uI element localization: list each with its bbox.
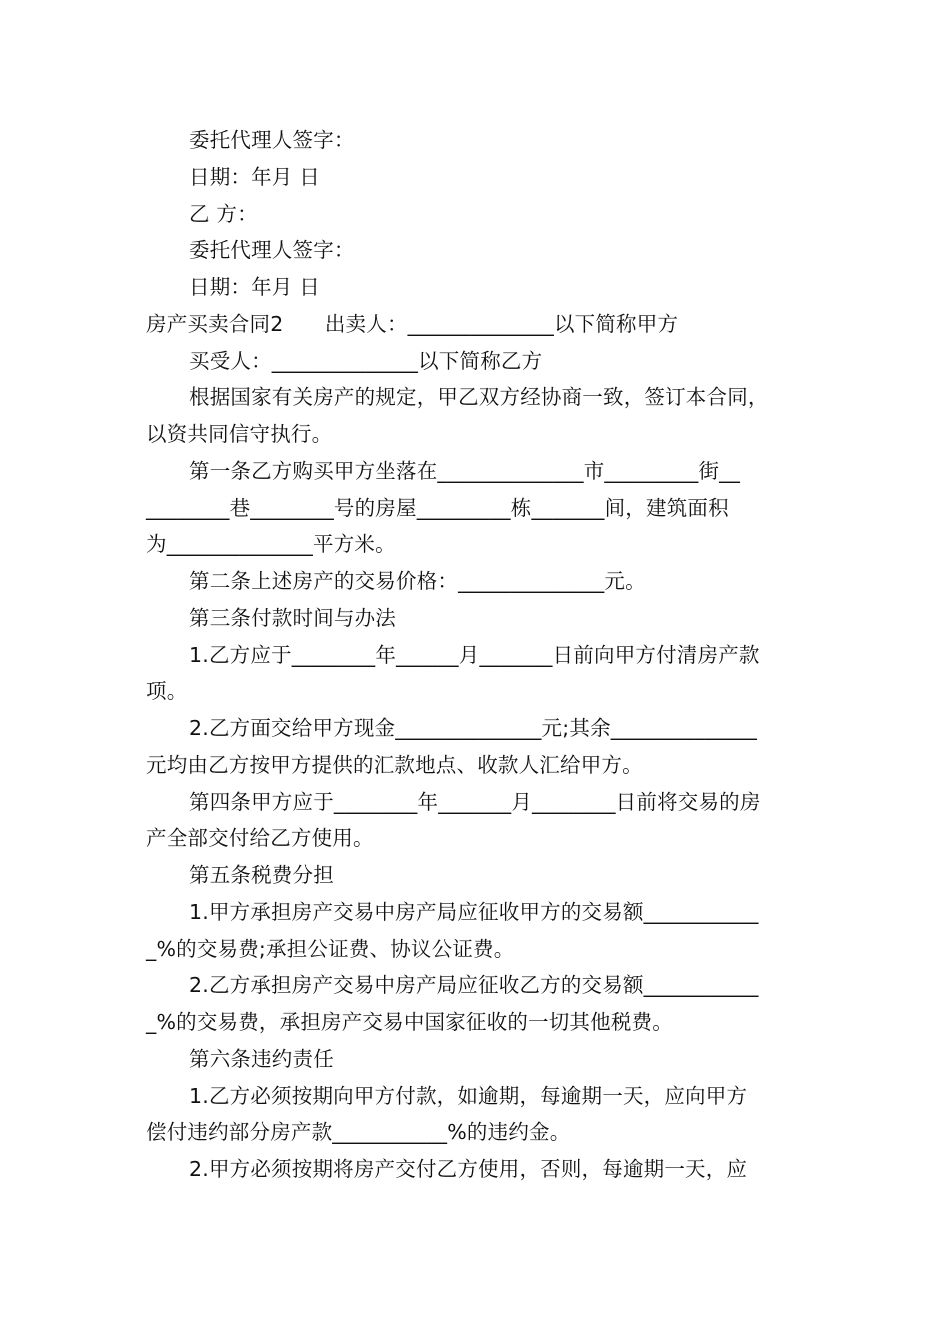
text-line: 日期：年月 日 (189, 275, 320, 299)
text-line: 1.乙方应于________年______月_______日前向甲方付清房产款 (189, 643, 760, 667)
text-line: 元均由乙方按甲方提供的汇款地点、收款人汇给甲方。 (146, 753, 643, 777)
text-line: 项。 (146, 679, 188, 703)
text-line: 房产买卖合同2 出卖人：______________以下简称甲方 (146, 312, 679, 336)
text-line: 委托代理人签字： (189, 238, 355, 262)
text-line: 2.乙方承担房产交易中房产局应征收乙方的交易额___________ (189, 973, 759, 997)
text-line: 委托代理人签字： (189, 128, 355, 152)
text-line: _%的交易费，承担房产交易中国家征收的一切其他税费。 (146, 1010, 673, 1034)
text-line: 日期：年月 日 (189, 165, 320, 189)
text-line: 第四条甲方应于________年_______月________日前将交易的房 (189, 790, 761, 814)
text-line: 偿付违约部分房产款___________%的违约金。 (146, 1120, 571, 1144)
text-line: ________巷________号的房屋_________栋_______间，建筑面积 (146, 496, 729, 520)
text-line: 1.乙方必须按期向甲方付款，如逾期，每逾期一天，应向甲方 (189, 1084, 748, 1108)
text-line: 产全部交付给乙方使用。 (146, 826, 374, 850)
text-line: 第六条违约责任 (189, 1047, 334, 1071)
text-line: 第五条税费分担 (189, 863, 334, 887)
text-line: 根据国家有关房产的规定，甲乙双方经协商一致，签订本合同， (189, 385, 769, 409)
text-line: 以资共同信守执行。 (146, 422, 333, 446)
text-line: 第一条乙方购买甲方坐落在______________市_________街__ (189, 459, 741, 483)
text-line: 第二条上述房产的交易价格：______________元。 (189, 569, 646, 593)
text-line: _%的交易费;承担公证费、协议公证费。 (146, 937, 515, 961)
text-line: 2.乙方面交给甲方现金______________元;其余______________ (189, 716, 758, 740)
text-line: 买受人：______________以下简称乙方 (189, 349, 543, 373)
text-line: 第三条付款时间与办法 (189, 606, 396, 630)
text-line: 为______________平方米。 (146, 532, 396, 556)
text-line: 2.甲方必须按期将房产交付乙方使用，否则，每逾期一天，应 (189, 1157, 748, 1181)
text-line: 乙 方： (189, 202, 258, 226)
text-line: 1.甲方承担房产交易中房产局应征收甲方的交易额___________ (189, 900, 759, 924)
